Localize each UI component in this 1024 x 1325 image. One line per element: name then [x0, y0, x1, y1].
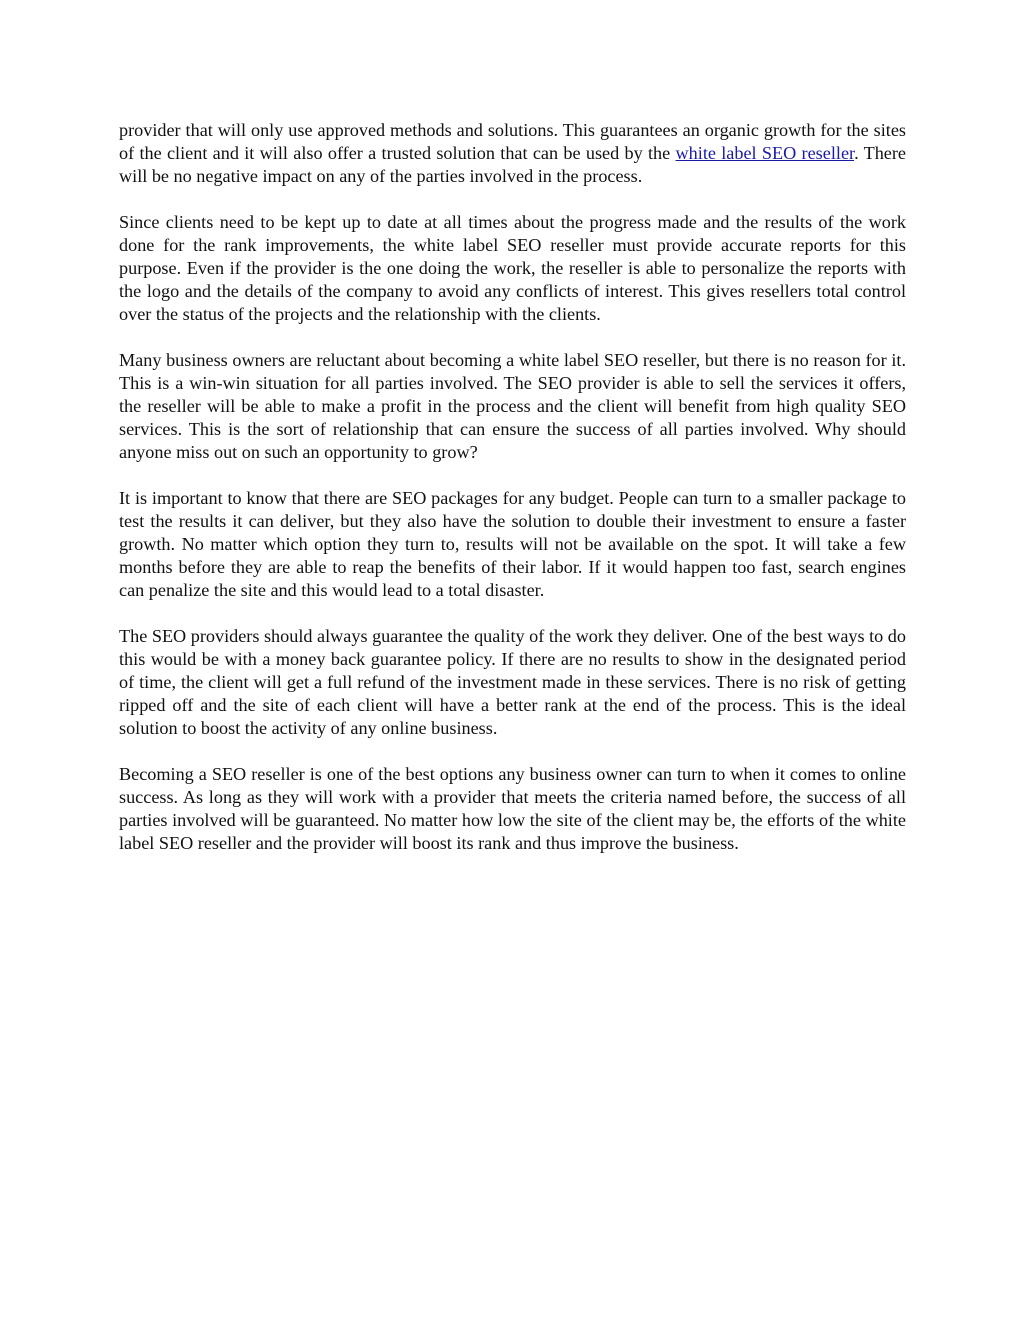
paragraph-1-text-after-link: . There will be no negative impact on any of the parties involved in the process.	[119, 143, 907, 186]
paragraph-1-text-before-link: provider that will only use approved methods and solutions. This guarantees an organic growth for the sites of the client and it will also offer a trusted solution that can be used by the	[119, 120, 906, 163]
paragraph-3: Many business owners are reluctant about becoming a white label SEO reseller, but there is no reason for it. This is a win-win situation for all parties involved. The SEO provider is able to sell the services it offers, the reseller will be able to make a profit in the process and the client will benefit from high quality SEO services. This is the sort of relationship that can ensure the success of all parties involved. Why should anyone miss out on such an opportunity to grow?	[119, 350, 906, 462]
paragraph-4: It is important to know that there are SEO packages for any budget. People can turn to a smaller package to test the results it can deliver, but they also have the solution to double their investment to ensure a faster growth. No matter which option they turn to, results will not be available on the spot. It will take a few months before they are able to reap the benefits of their labor. If it would happen too fast, search engines can penalize the site and this would lead to a total disaster.	[119, 488, 906, 600]
white-label-seo-reseller-link[interactable]: white label SEO reseller	[675, 143, 855, 163]
paragraph-6: Becoming a SEO reseller is one of the best options any business owner can turn to when it comes to online success. As long as they will work with a provider that meets the criteria named before, the success of all parties involved will be guaranteed. No matter how low the site of the client may be, the efforts of the white label SEO reseller and the provider will boost its rank and thus improve the business.	[119, 764, 906, 853]
paragraph-2: Since clients need to be kept up to date at all times about the progress made and the results of the work done for the rank improvements, the white label SEO reseller must provide accurate reports for this purpose. Even if the provider is the one doing the work, the reseller is able to personalize the reports with the logo and the details of the company to avoid any conflicts of interest. This gives resellers total control over the status of the projects and the relationship with the clients.	[119, 212, 906, 324]
document-body	[119, 119, 906, 878]
paragraph-1	[119, 119, 906, 188]
paragraph-5: The SEO providers should always guarantee the quality of the work they deliver. One of the best ways to do this would be with a money back guarantee policy. If there are no results to show in the designated period of time, the client will get a full refund of the investment made in these services. There is no risk of getting ripped off and the site of each client will have a better rank at the end of the process. This is the ideal solution to boost the activity of any online business.	[119, 626, 906, 738]
